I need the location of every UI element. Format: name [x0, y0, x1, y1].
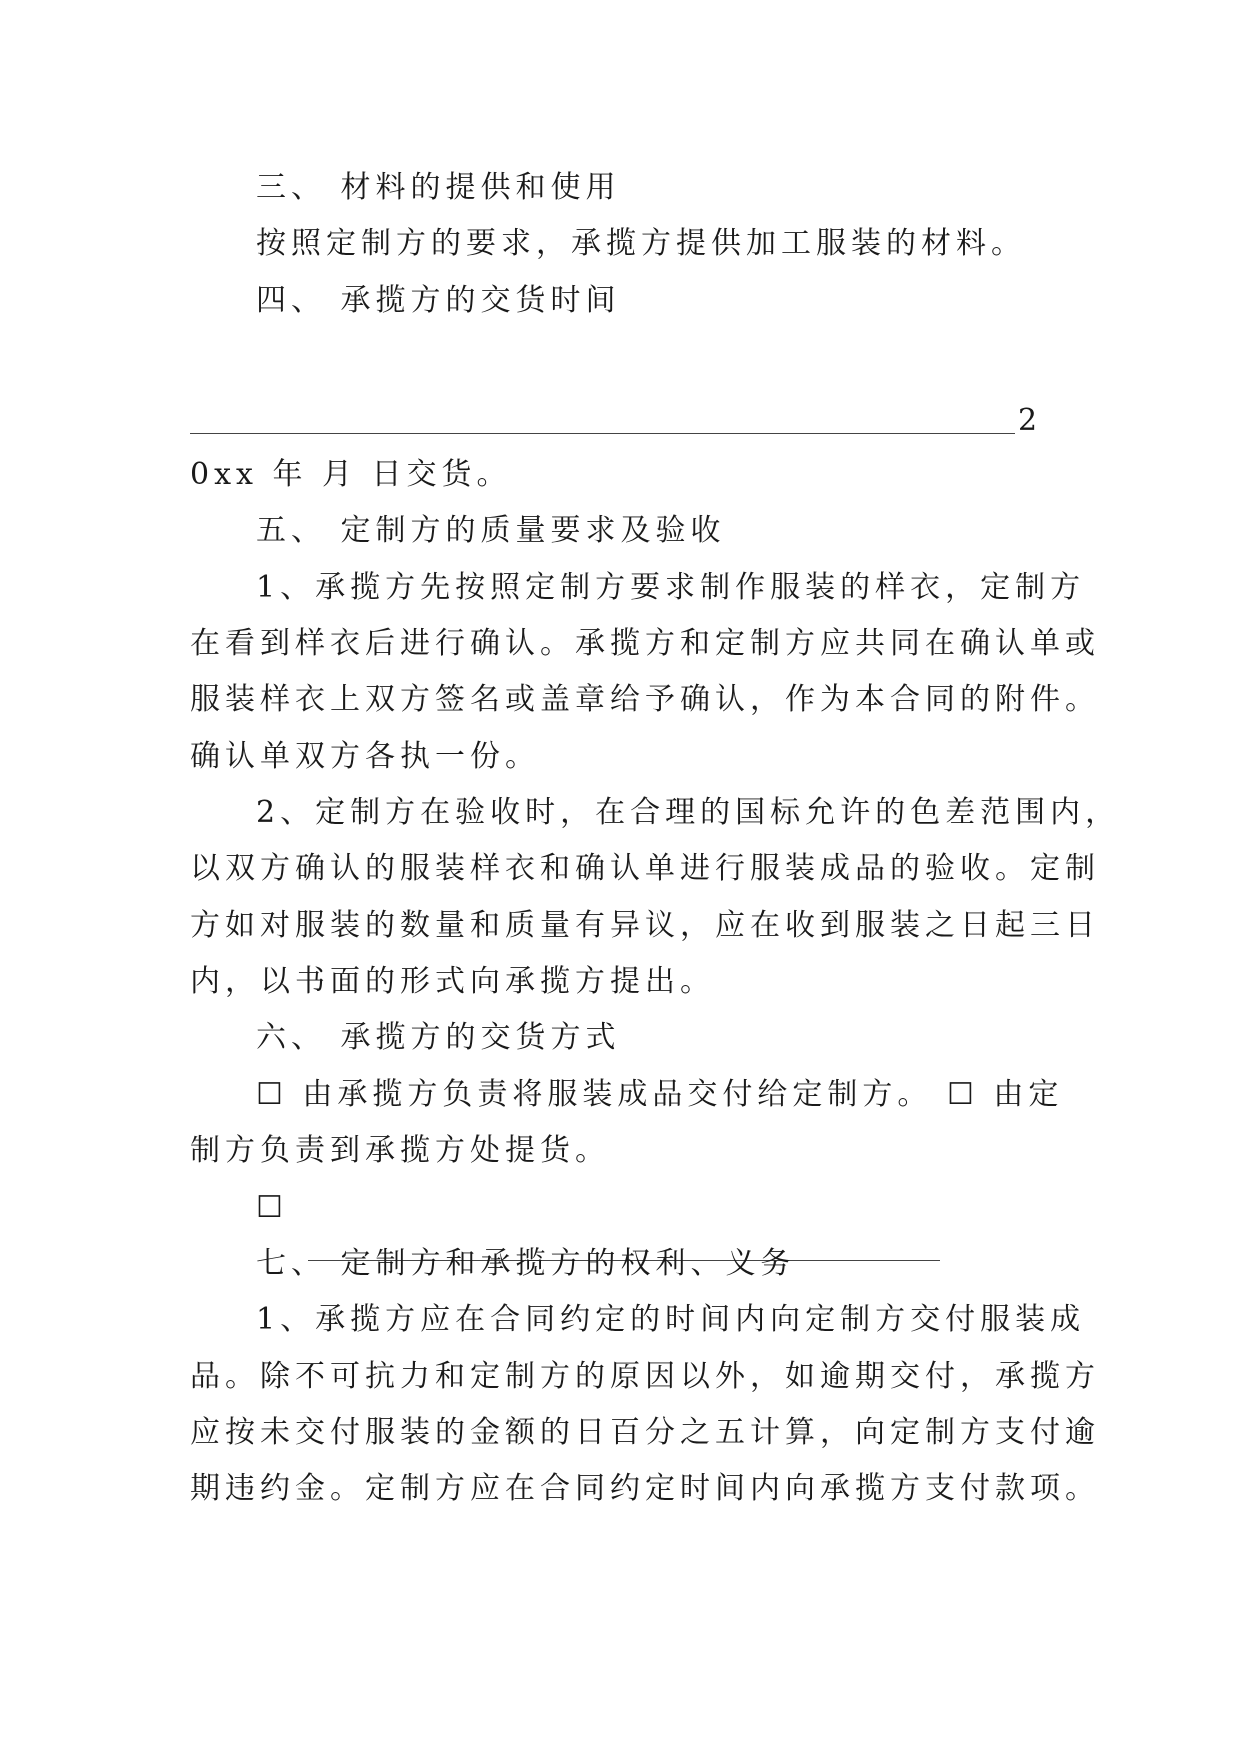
- year-prefix-text: 2: [1018, 403, 1038, 438]
- paragraph-text: 2、定制方在验收时，在合理的国标允许的色差范围内，: [256, 795, 1121, 830]
- delivery-date-text: 0xx 年 月 日交货。: [190, 457, 512, 492]
- paragraph-text: 品。除不可抗力和定制方的原因以外，如逾期交付，承揽方: [190, 1359, 1100, 1394]
- paragraph-text: 确认单双方各执一份。: [190, 739, 540, 774]
- paragraph-text: 期违约金。定制方应在合同约定时间内向承揽方支付款项。: [190, 1471, 1100, 1506]
- section-heading-6: 六、 承揽方的交货方式: [256, 1020, 621, 1055]
- section-heading-7: 七、 定制方和承揽方的权利、义务: [256, 1246, 796, 1281]
- paragraph-text: 以双方确认的服装样衣和确认单进行服装成品的验收。定制: [190, 851, 1100, 886]
- fill-in-blank-line: [190, 433, 1015, 434]
- paragraph-text: 按照定制方的要求，承揽方提供加工服装的材料。: [256, 226, 1026, 261]
- section-heading-3: 三、 材料的提供和使用: [256, 170, 621, 205]
- paragraph-text: 在看到样衣后进行确认。承揽方和定制方应共同在确认单或: [190, 626, 1100, 661]
- paragraph-text: 方如对服装的数量和质量有异议，应在收到服装之日起三日: [190, 908, 1100, 943]
- paragraph-text: 1、承揽方先按照定制方要求制作服装的样衣，定制方: [256, 570, 1086, 605]
- paragraph-text: 制方负责到承揽方处提货。: [190, 1133, 610, 1168]
- checkbox-icon: ☐: [256, 1190, 288, 1225]
- paragraph-text: 1、承揽方应在合同约定的时间内向定制方交付服装成: [256, 1302, 1086, 1337]
- section-heading-4: 四、 承揽方的交货时间: [256, 283, 621, 318]
- paragraph-text: 内，以书面的形式向承揽方提出。: [190, 964, 715, 999]
- paragraph-text: 服装样衣上双方签名或盖章给予确认，作为本合同的附件。: [190, 682, 1100, 717]
- checkbox-option-text: ☐ 由承揽方负责将服装成品交付给定制方。 ☐ 由定: [256, 1077, 1064, 1112]
- paragraph-text: 应按未交付服装的金额的日百分之五计算，向定制方支付逾: [190, 1415, 1100, 1450]
- section-heading-5: 五、 定制方的质量要求及验收: [256, 513, 726, 548]
